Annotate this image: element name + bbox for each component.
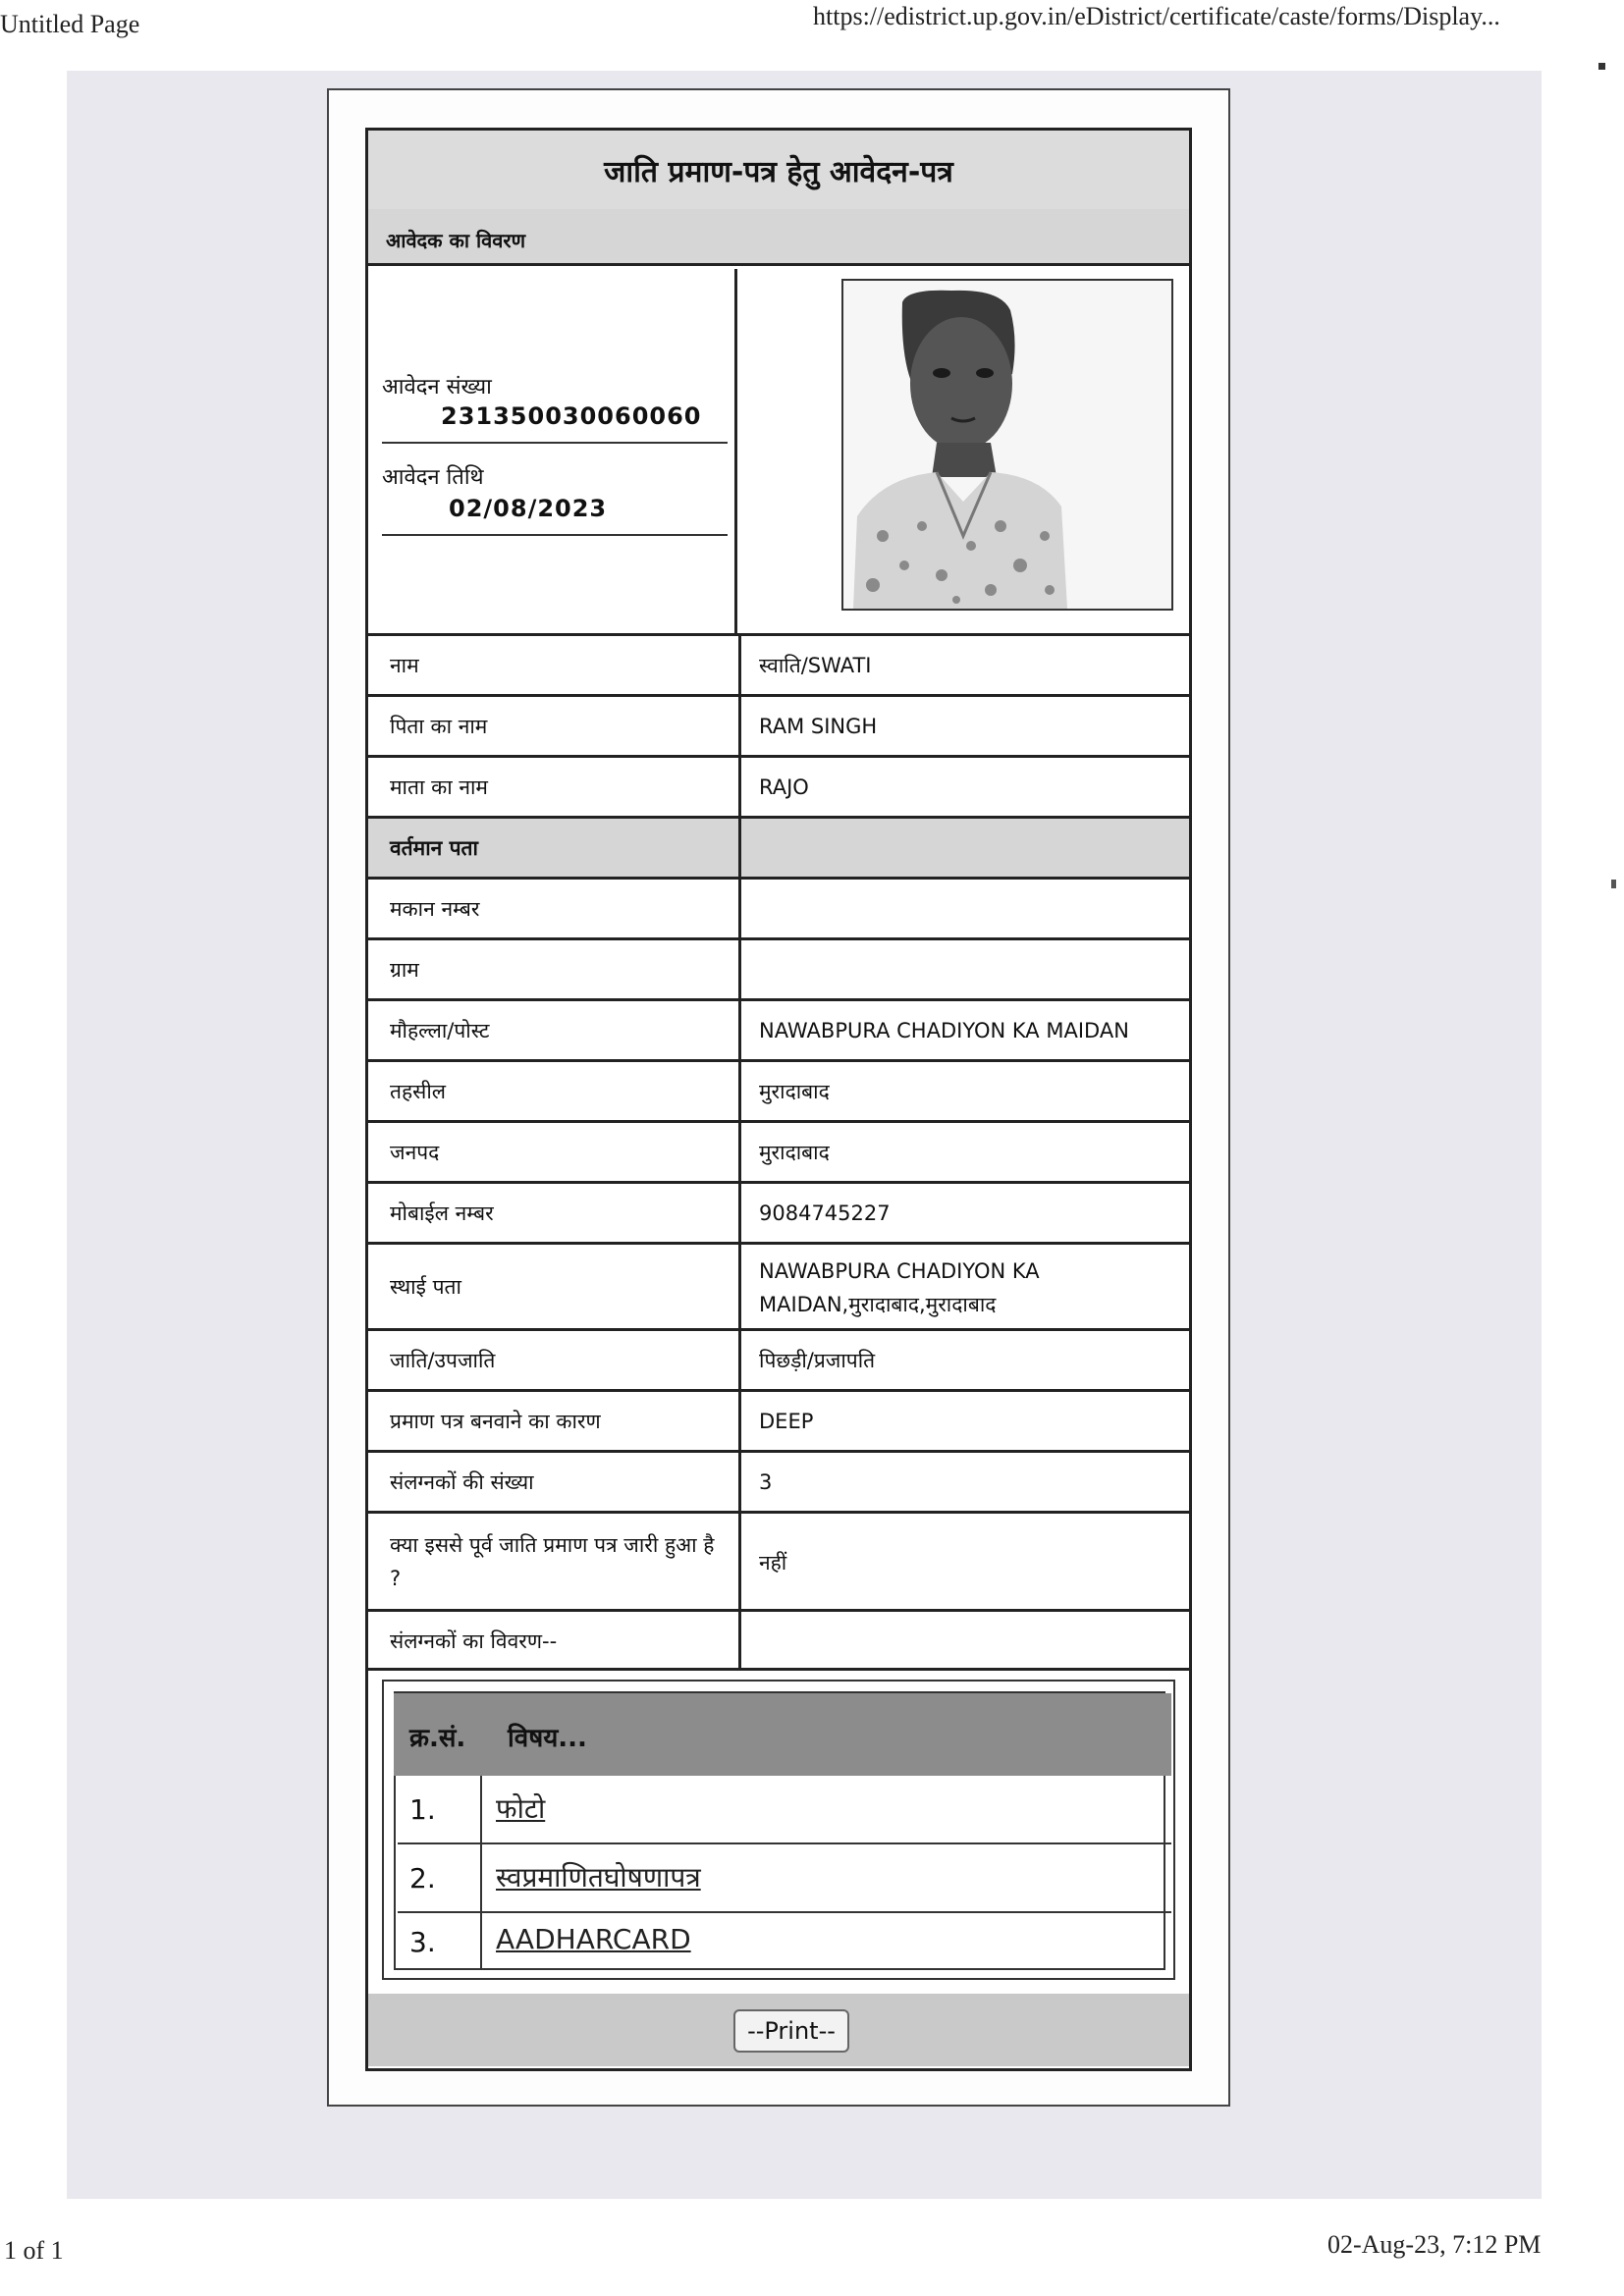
- row-value: RAJO: [759, 774, 809, 799]
- attachment-row: [398, 1776, 1171, 1844]
- print-button[interactable]: --Print--: [733, 2009, 849, 2053]
- form-title: जाति प्रमाण-पत्र हेतु आवेदन-पत्र: [368, 131, 1189, 212]
- application-number: 231350030060060: [441, 402, 702, 430]
- page-url: https://edistrict.up.gov.in/eDistrict/certificate/caste/forms/Display...: [813, 2, 1500, 30]
- row-value: NAWABPURA CHADIYON KA MAIDAN: [759, 1018, 1129, 1042]
- photo-cell: [737, 269, 1189, 636]
- row-label: संलग्नकों की संख्या: [368, 1453, 741, 1511]
- application-number-label: आवेदन संख्या: [382, 375, 492, 400]
- attachment-serial: 2.: [398, 1844, 482, 1911]
- row-previous-certificate: [368, 1514, 1189, 1612]
- application-info: [368, 269, 737, 636]
- row-label: मोबाईल नम्बर: [368, 1184, 741, 1242]
- section-applicant-details: [368, 209, 1189, 266]
- attachment-row: [398, 1844, 1171, 1913]
- row-label: वर्तमान पता: [368, 819, 741, 877]
- attachment-link-aadhar-card[interactable]: AADHARCARD: [496, 1923, 691, 1955]
- application-date: 02/08/2023: [449, 495, 608, 522]
- row-value: RAM SINGH: [759, 714, 878, 738]
- row-value: 9084745227: [759, 1201, 891, 1225]
- row-value: 3: [759, 1469, 773, 1494]
- divider: [382, 534, 728, 536]
- row-father-name: [368, 697, 1189, 758]
- attachment-link-self-declaration[interactable]: स्वप्रमाणितघोषणापत्र: [496, 1861, 701, 1894]
- row-label: नाम: [368, 636, 741, 694]
- header-serial: क्र.सं.: [409, 1724, 466, 1753]
- print-timestamp: 02-Aug-23, 7:12 PM: [1327, 2230, 1542, 2259]
- row-value: [741, 1612, 1189, 1671]
- page-count: 1 of 1: [4, 2236, 64, 2265]
- row-caste-subcaste: [368, 1331, 1189, 1392]
- row-label: पिता का नाम: [368, 697, 741, 755]
- attachments-table-header: [394, 1693, 1171, 1776]
- row-value: [741, 880, 1189, 937]
- row-value: नहीं: [759, 1550, 787, 1575]
- row-house-number: [368, 880, 1189, 940]
- row-label: ग्राम: [368, 940, 741, 998]
- row-attachment-details: [368, 1612, 1189, 1671]
- attachment-link-photo[interactable]: फोटो: [496, 1792, 546, 1825]
- application-date-label: आवेदन तिथि: [382, 465, 484, 490]
- row-value: [741, 819, 1189, 877]
- row-tehsil: [368, 1062, 1189, 1123]
- row-value: NAWABPURA CHADIYON KA MAIDAN,मुरादाबाद,मुरादाबाद: [759, 1258, 1040, 1316]
- caste-certificate-form: [365, 128, 1192, 2071]
- row-label: तहसील: [368, 1062, 741, 1120]
- section-label: आवेदक का विवरण: [386, 229, 526, 252]
- row-label: जाति/उपजाति: [368, 1331, 741, 1389]
- row-label: जनपद: [368, 1123, 741, 1181]
- row-locality-post: [368, 1001, 1189, 1062]
- attachment-serial: 1.: [398, 1776, 482, 1842]
- row-mobile-number: [368, 1184, 1189, 1245]
- row-village: [368, 940, 1189, 1001]
- row-value: DEEP: [759, 1409, 814, 1433]
- row-certificate-reason: [368, 1392, 1189, 1453]
- row-value: मुरादाबाद: [759, 1140, 830, 1164]
- row-label: माता का नाम: [368, 758, 741, 816]
- header-subject: विषय...: [508, 1724, 587, 1753]
- attachments-table: [382, 1680, 1175, 1980]
- row-label: मौहल्ला/पोस्ट: [368, 1001, 741, 1059]
- row-name: [368, 636, 1189, 697]
- row-label: संलग्नकों का विवरण--: [368, 1612, 741, 1671]
- page-title: Untitled Page: [0, 10, 140, 38]
- row-attachment-count: [368, 1453, 1189, 1514]
- scan-speck: [1598, 63, 1605, 70]
- row-value: [741, 940, 1189, 998]
- row-district: [368, 1123, 1189, 1184]
- row-current-address-header: [368, 819, 1189, 880]
- row-label: मकान नम्बर: [368, 880, 741, 937]
- divider: [382, 442, 728, 444]
- row-label: स्थाई पता: [368, 1245, 741, 1328]
- row-value: स्वाति/SWATI: [759, 653, 872, 677]
- applicant-photo: [841, 279, 1173, 611]
- attachment-serial: 3.: [398, 1913, 482, 1970]
- row-value: मुरादाबाद: [759, 1079, 830, 1103]
- divider: [368, 1668, 1189, 1671]
- row-mother-name: [368, 758, 1189, 819]
- print-bar: [368, 1994, 1189, 2066]
- row-value: पिछड़ी/प्रजापति: [759, 1348, 876, 1372]
- row-label: प्रमाण पत्र बनवाने का कारण: [368, 1392, 741, 1450]
- row-label: क्या इससे पूर्व जाति प्रमाण पत्र जारी हुआ है ?: [368, 1514, 741, 1609]
- attachment-row: [398, 1913, 1171, 1970]
- scan-speck: [1611, 880, 1616, 888]
- row-permanent-address: [368, 1245, 1189, 1331]
